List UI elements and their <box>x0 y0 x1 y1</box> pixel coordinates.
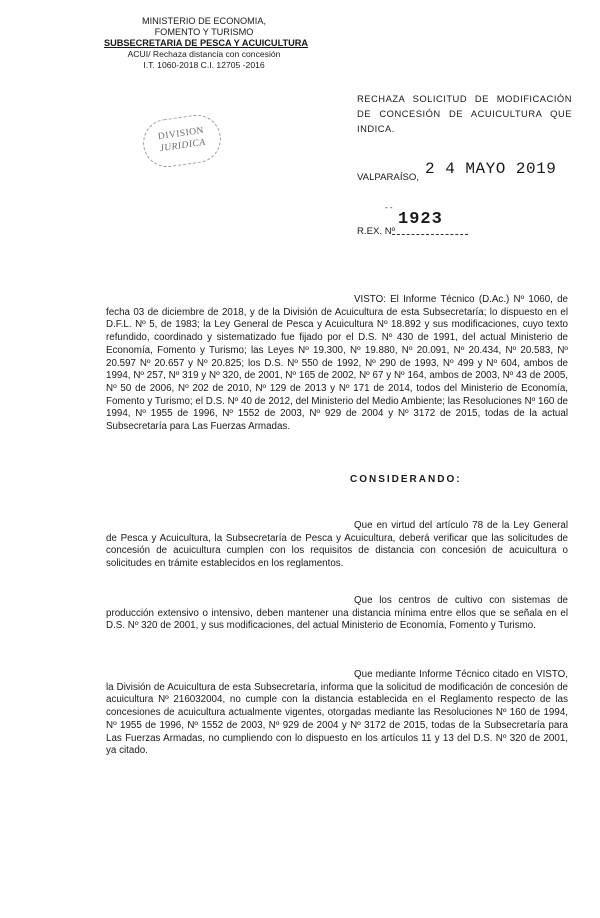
resolution-subject: RECHAZA SOLICITUD DE MODIFICACIÓN DE CONCESIÓN DE ACUICULTURA QUE INDICA. <box>357 93 572 134</box>
rex-dash-mark: - - <box>385 203 393 212</box>
considerando-paragraph-2: Que los centros de cultivo con sistemas de producción extensivo o intensivo, deben mantener una distancia mínima entre ellos que se señala en el D.S. Nº 320 de 2001, y sus modificaciones, del actual Ministerio de Economía, Fomento y Turismo. <box>106 595 568 632</box>
place-label: VALPARAÍSO, <box>357 172 420 183</box>
reference-codes: I.T. 1060-2018 C.I. 12705 -2016 <box>143 60 265 70</box>
considerando-paragraph-1: Que en virtud del artículo 78 de la Ley General de Pesca y Acuicultura, la Subsecretaría de Pesca y Acuicultura, deberá verificar que las solicitudes de concesión de acuicultura cumplen con los requisitos de distancia con concesión de acuicultura o solicitudes en trámite establecidos en los reglamentos. <box>106 520 568 570</box>
reference-subject: ACUI/ Rechaza distancia con concesión <box>127 49 281 59</box>
considerando-heading: CONSIDERANDO: <box>350 474 462 485</box>
rex-underline <box>392 234 468 235</box>
considerando-paragraph-3: Que mediante Informe Técnico citado en VISTO, la División de Acuicultura de esta Subsecretaría, informa que la solicitud de modificación de concesión de acuicultura Nº 216032004, no cumple con la distancia establecida en el Reglamento respecto de las concesiones de acuicultura actualmente vigentes, otorgadas mediante las Resoluciones Nº 160 de 1994, Nº 1955 de 1996, Nº 1552 de 2003, Nº 929 de 2004 y Nº 3172 de 2015, todas de la Subsecretaría para Las Fuerzas Armadas, no cumpliendo con lo dispuesto en los artículos 11 y 13 del D.S. Nº 320 de 2001, ya citado. <box>106 669 568 757</box>
subsecretaria-name: SUBSECRETARIA DE PESCA Y ACUICULTURA <box>104 38 309 48</box>
visto-paragraph: VISTO: El Informe Técnico (D.Ac.) Nº 1060, de fecha 03 de diciembre de 2018, y de la División de Acuicultura de esta Subsecretaría; lo dispuesto en el D.F.L. Nº 5, de 1983; la Ley General de Pesca y Acuicultura Nº 18.892 y sus modificaciones, cuyo texto refundido, coordinado y sistematizado fue fijado por el D.S. Nº 430 de 1991, del actual Ministerio de Economía, Fomento y Turismo; las Leyes Nº 19.300, Nº 19.880, Nº 20.091, Nº 20.434, Nº 20.583, Nº 20.597 Nº 20.657 y Nº 20.825; los D.S. Nº 550 de 1992, Nº 290 de 1993, Nº 499 y Nº 604, ambos de 1994, Nº 257, Nº 319 y Nº 320, de 2001, Nº 165 de 2002, Nº 67 y Nº 164, ambos de 2003, Nº 43 de 2005, Nº 50 de 2006, Nº 202 de 2010, Nº 129 de 2013 y Nº 171 de 2014, todos del Ministerio de Economía, Fomento y Turismo; el D.S. Nº 40 de 2012, del Ministerio del Medio Ambiente; las Resoluciones Nº 160 de 1994, Nº 1955 de 1996, Nº 1552 de 2003, Nº 929 de 2004 y Nº 3172 de 2015, todas de la actual Subsecretaría para Las Fuerzas Armadas. <box>106 294 568 433</box>
ministry-name-2: FOMENTO Y TURISMO <box>154 27 254 37</box>
division-juridica-stamp <box>140 112 224 170</box>
letterhead <box>104 16 309 71</box>
stamp-line-1: DIVISION <box>157 125 205 143</box>
ministry-name: MINISTERIO DE ECONOMIA, <box>141 16 267 26</box>
resolution-number: 1923 <box>398 210 443 229</box>
resolution-date: 2 4 MAYO 2019 <box>425 160 557 178</box>
stamp-line-2: JURIDICA <box>159 137 207 155</box>
rex-label: R.EX. Nº <box>357 226 396 237</box>
